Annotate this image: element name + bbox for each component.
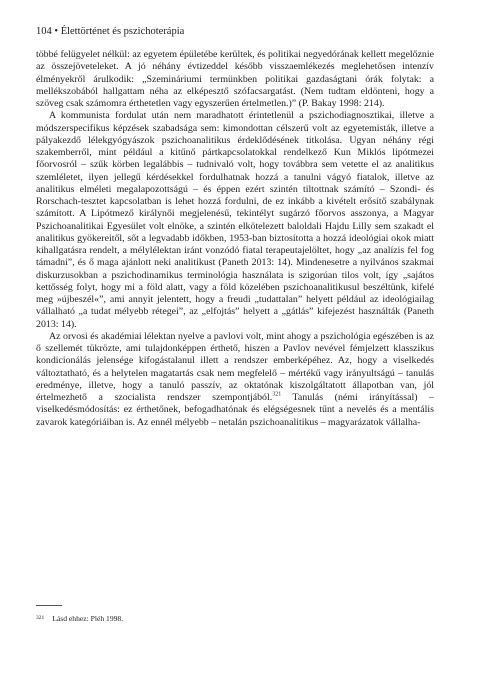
paragraph-text: Az orvosi és akadémiai lélektan nyelve a pavlovi volt, mint ahogy a pszichológia egészében is az ő szellemét tükrözte, ami tulajdonképpen érthető, hiszen a Pavlov nevével fémjelzett klasszikus kondicionálás jelensége kifogástalanul illett a rendszer emberképéhez. Az, hogy a viselkedés változtatható, és a helytelen magatartás csak nem megfelelő – mértékű vagy irányultságú – tanulás eredménye, illetve, hogy a tanuló passzív, az oktatónak kiszolgáltatott állapotban van, jól értelmezhető a szocialista rendszer szempontjából. xyxy=(36,330,434,403)
paragraph-3 xyxy=(36,331,434,429)
paragraph-text: Tanulás (némi irányítással) – viselkedésmódosítás: ez érthetőnek, befogadhatónak és elégségesnek tűnt a nevelés és a mentális zavarok kategóriáiban is. Az ennél mélyebb – netalán pszichoanalitikus – magyarázatok vállalha- xyxy=(36,392,434,428)
paragraph-text: A kommunista fordulat után nem maradhatott érintetlenül a pszichodiagnosztikai, illetve a módszerspecifikus képzések szabadsága sem: kimondottan célszerű volt az egyetemisták, illetve a pályakezdő lélekgyógyászok pszichoanalitikus érdeklődésének titkolása. Ugyan néhány régi szakemberről, mint például a kitűnő pártkapcsolatokkal rendelkező Kun Miklós lipótmezei főorvosról – szűk körben legalábbis – tudnivaló volt, hogy továbbra sem vetette el az analitikus szemléletet, ilyen jellegű kérdésekkel fordulhatnak hozzá a tanulni vágyó fiatalok, illetve az analitikus elméleti megalapozottságú – és éppen ezért szintén tiltottnak számító – Szondi- és Rorschach-tesztet kapcsolatban is lehet hozzá fordulni, de ez inkább a kivételt erősítő szabálynak számított. A Lipótmező királynői megjelenésű, tekintélyt sugárzó főorvos asszonya, a Magyar Pszichoanalitikai Egyesület volt elnöke, a szintén elkötelezett baloldali Hajdu Lilly sem szakadt el analitikus gyökereitől, sőt a legvadabb időkben, 1953-ban biztosította a hozzá ideológiai okok miatt kihallgatásra rendelt, a mélylélektan iránt vonzódó fiatal terapeutajelöltet, hogy „az analízis fel fog támadni”, és ő maga ajánlott neki analitikust (Paneth 2013: 14). Mindenesetre a nyilvános szakmai diskurzusokban a pszichodinamikus terminológia használata is szigorúan tilos volt, így „sajátos kettősség folyt, hogy mi a föld alatt, vagy a föld közelében pszichoanalitikusul beszéltünk, kifelé meg »újbeszél«”, ami annyit jelentett, hogy a freudi „tudattalan” helyett például az ideológiailag vállalható „a tudat mélyebb rétegei”, az „elfojtás” helyett a „gátlás” kifejezést használták (Paneth 2013: 14). xyxy=(36,110,434,330)
footnote xyxy=(36,613,123,624)
footnote-text: Lásd ehhez: Pléh 1998. xyxy=(52,614,124,623)
book-title: Élettörténet és pszichoterápia xyxy=(60,26,185,37)
header-separator: • xyxy=(54,26,59,37)
paragraph-text: többé felügyelet nélkül: az egyetem épületébe kerültek, és politikai negyedórának kellett megelőznie az összejöveteleket. A jó néhány évtizeddel később visszaemlékezés meglehetősen intenzív élményekről árulkodik: „Szemináriumi termünkben politikai gazdaságtani órák folytak: a mellékszobából hallgattam néha az elképesztő szófacsargatást. (Nem tudtam eldönteni, hogy a szöveg csak számomra érthetetlen vagy egyszerűen értelmetlen.)” (P. Bakay 1998: 214). xyxy=(36,49,434,109)
body-text xyxy=(36,49,434,429)
footnote-number: 321 xyxy=(36,615,45,621)
running-header xyxy=(36,25,184,38)
footnote-reference: 321 xyxy=(272,391,282,398)
page-number: 104 xyxy=(36,26,52,37)
footnote-divider xyxy=(36,605,62,606)
paragraph-2 xyxy=(36,110,434,331)
paragraph-1 xyxy=(36,49,434,110)
